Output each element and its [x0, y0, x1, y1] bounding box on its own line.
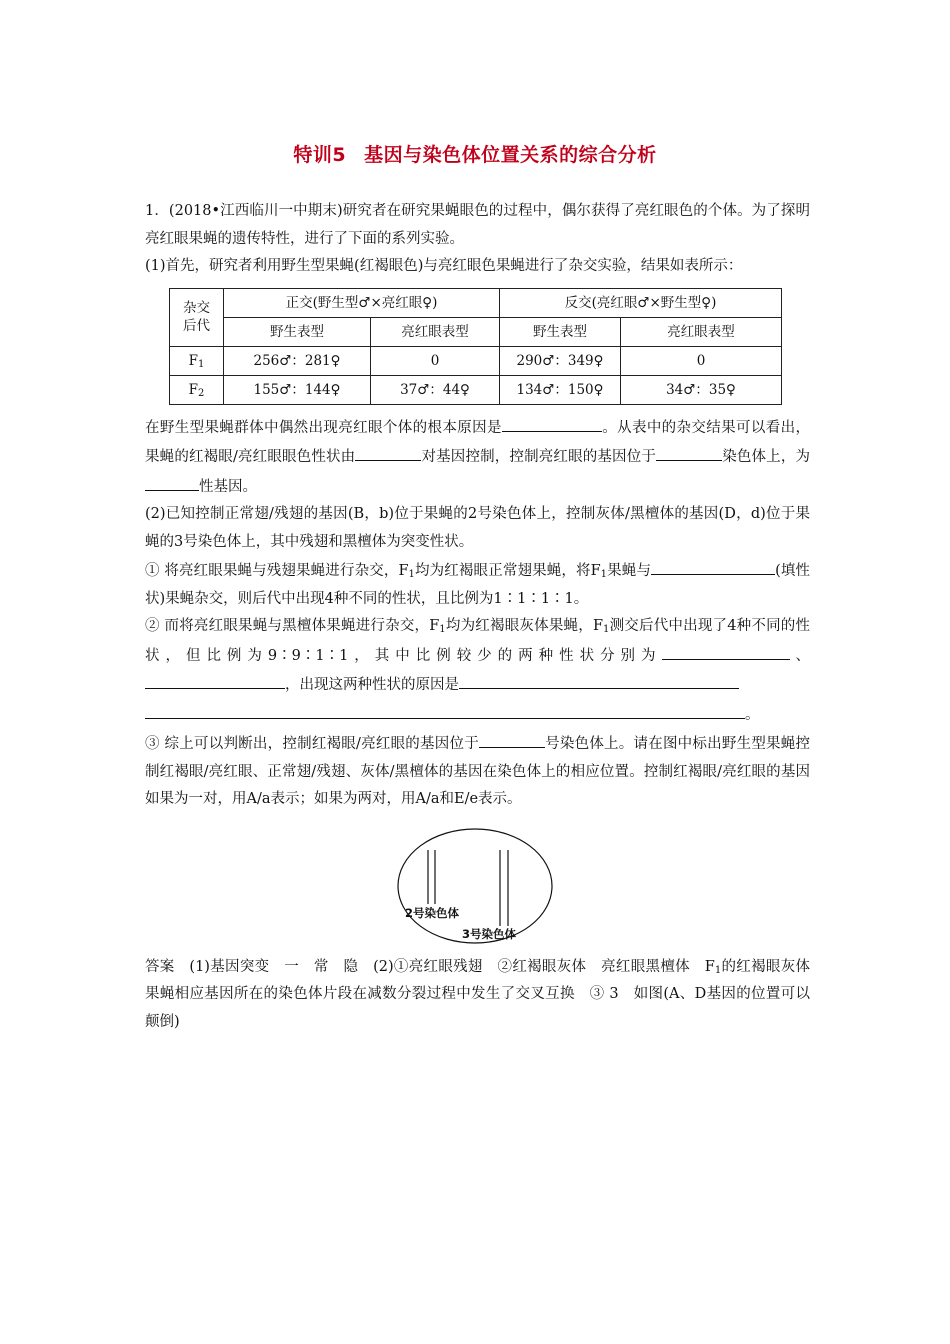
chromosome-3-label: 3号染色体 — [462, 926, 517, 941]
answer-blank[interactable] — [145, 472, 199, 491]
answer-blank[interactable] — [651, 556, 747, 575]
table-row — [170, 346, 782, 375]
sub-question-1: ① 将亮红眼果蝇与残翅果蝇进行杂交，$F_1$均为红褐眼正常翅果蝇，将$F_1$果蝇与 (填性状)果蝇杂交，则后代中出现4种不同的性状，且比例为1∶1∶1∶1。 — [145, 556, 810, 613]
title-text: 基因与染色体位置关系的综合分析 — [364, 144, 657, 166]
answer-blank[interactable] — [479, 729, 545, 748]
red-eye-phenotype-header: 亮红眼表型 — [371, 317, 500, 346]
forward-cross-header: 正交(野生型♂×亮红眼♀) — [224, 288, 500, 317]
row-label-f1: $F_1$ — [170, 346, 224, 375]
part1-prompt: (1)首先，研究者利用野生型果蝇(红褐眼色)与亮红眼色果蝇进行了杂交实验，结果如表所示： — [145, 258, 743, 274]
table-cell: 0 — [621, 346, 782, 375]
table-cell: 256♂：281♀ — [224, 346, 371, 375]
wild-phenotype-header: 野生表型 — [224, 317, 371, 346]
answer-blank[interactable] — [145, 700, 745, 719]
table-cell: 34♂：35♀ — [621, 375, 782, 404]
sub-question-3: ③ 综上可以判断出，控制红褐眼/亮红眼的基因位于 号染色体上。请在图中标出野生型果蝇控制红褐眼/亮红眼、正常翅/残翅、灰体/黑檀体的基因在染色体上的相应位置。控制红褐眼/亮红眼的基因如果为一对，用A/a表示；如果为两对，用A/a和E/e表示。 — [145, 729, 810, 814]
title-label: 特训5 — [293, 144, 347, 166]
part1-questions: 在野生型果蝇群体中偶然出现亮红眼个体的根本原因是 。从表中的杂交结果可以看出，果蝇的红褐眼/亮红眼眼色性状由 对基因控制，控制亮红眼的基因位于 染色体上，为性基因。 — [145, 413, 810, 502]
answer-blank[interactable] — [502, 413, 602, 432]
answer-blank[interactable] — [459, 670, 739, 689]
reverse-cross-header: 反交(亮红眼♂×野生型♀) — [500, 288, 782, 317]
question-intro: 1．(2018•江西临川一中期末)研究者在研究果蝇眼色的过程中，偶尔获得了亮红眼色的个体。为了探明亮红眼果蝇的遗传特性，进行了下面的系列实验。 — [145, 203, 810, 247]
table-cell: 37♂：44♀ — [371, 375, 500, 404]
table-corner: 杂交 后代 — [170, 288, 224, 346]
answer-blank[interactable] — [747, 556, 775, 575]
answer-blank[interactable] — [782, 641, 790, 660]
question-body — [145, 198, 810, 1036]
chromosome-diagram[interactable] — [395, 826, 557, 946]
table-cell: 155♂：144♀ — [224, 375, 371, 404]
page-title — [0, 140, 950, 167]
table-cell: 0 — [371, 346, 500, 375]
chromosome-2-label: 2号染色体 — [405, 905, 460, 920]
answer-text: 答案 (1)基因突变 一 常 隐 (2)①亮红眼残翅 ②红褐眼灰体 亮红眼黑檀体 $F_1$的红褐眼灰体果蝇相应基因所在的染色体片段在减数分裂过程中发生了交叉互换 ③ 3 如图(A、D基因的位置可以颠倒) — [145, 958, 810, 1030]
table-row — [170, 375, 782, 404]
answer-blank[interactable] — [662, 641, 782, 660]
table-cell: 134♂：150♀ — [500, 375, 621, 404]
row-label-f2: $F_2$ — [170, 375, 224, 404]
cell-outline — [398, 829, 552, 943]
table-cell: 290♂：349♀ — [500, 346, 621, 375]
answer-blank[interactable] — [355, 442, 421, 461]
wild-phenotype-header: 野生表型 — [500, 317, 621, 346]
red-eye-phenotype-header: 亮红眼表型 — [621, 317, 782, 346]
answer-blank[interactable] — [145, 670, 285, 689]
sub-question-2: ② 而将亮红眼果蝇与黑檀体果蝇进行杂交，$F_1$均为红褐眼灰体果蝇，$F_1$测交后代中出现了4种不同的性状，但比例为9∶9∶1∶1，其中比例较少的两种性状分别为 、，出现这两种性状的原因是 。 — [145, 618, 811, 723]
answer-blank[interactable] — [656, 442, 722, 461]
part2-prompt: (2)已知控制正常翅/残翅的基因(B，b)位于果蝇的2号染色体上，控制灰体/黑檀体的基因(D，d)位于果蝇的3号染色体上，其中残翅和黑檀体为突变性状。 — [145, 506, 810, 550]
cross-result-table — [169, 288, 782, 405]
